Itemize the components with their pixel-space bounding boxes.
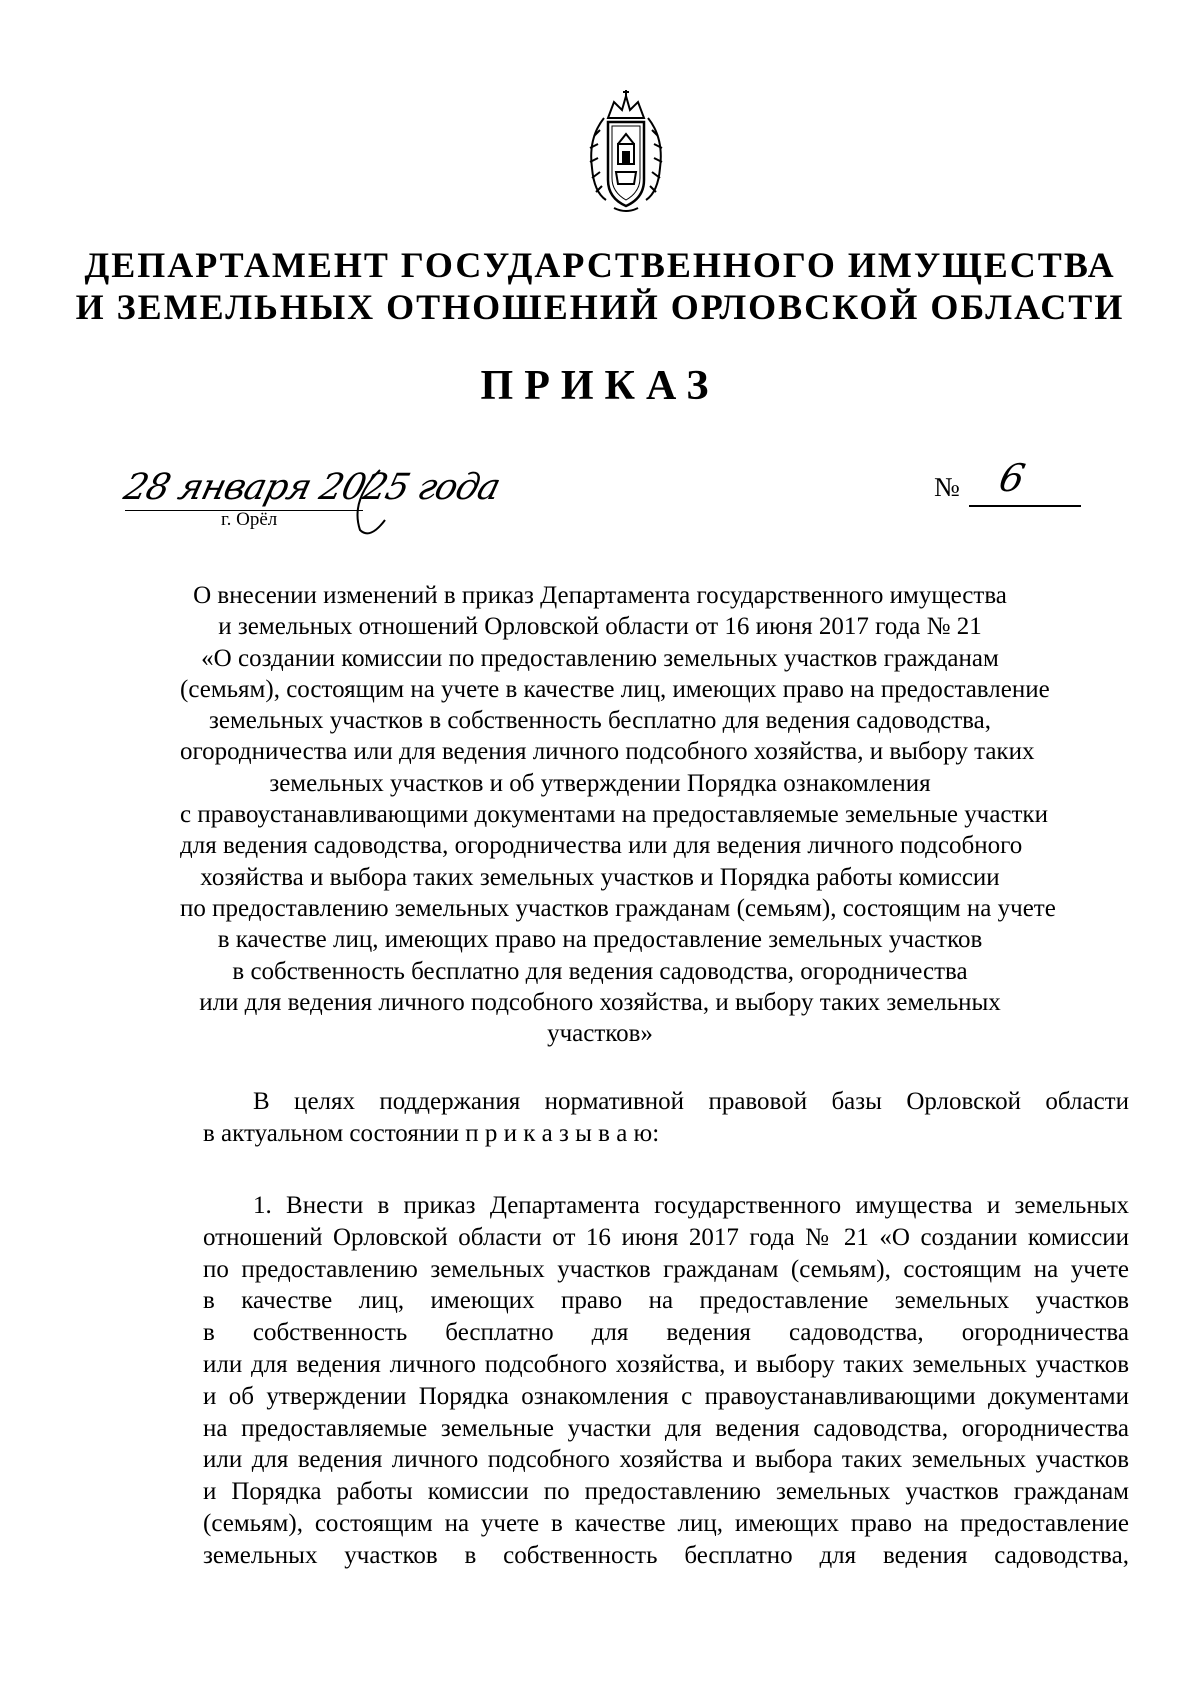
date-flourish-icon [330,460,470,540]
item-1-line: по предоставлению земельных участков гражданам (семьям), состоящим на учете [203,1255,1129,1283]
item-1-line: или для ведения личного подсобного хозяйства, и выбору таких земельных участков [203,1350,1129,1378]
subject-line: земельных участков и об утверждении Порядка ознакомления [269,769,931,797]
subject-line: (семьям), состоящим на учете в качестве лиц, имеющих право на предоставление [180,675,1050,703]
item-1-line: на предоставляемые земельные участки для ведения садоводства, огородничества [203,1414,1129,1442]
subject-line: по предоставлению земельных участков гражданам (семьям), состоящим на учете [180,894,1056,922]
organization-name-line-1: ДЕПАРТАМЕНТ ГОСУДАРСТВЕННОГО ИМУЩЕСТВА [84,245,1116,285]
item-1-line: или для ведения личного подсобного хозяйства и выбора таких земельных участков [203,1446,1129,1474]
preamble-paragraph [203,1086,1129,1150]
preamble-line: в актуальном состоянии п р и к а з ы в а ю: [203,1119,660,1147]
subject-line: огородничества или для ведения личного подсобного хозяйства, и выбору таких [180,738,1035,766]
number-underline [969,505,1081,507]
subject-line: или для ведения личного подсобного хозяйства, и выбору таких земельных [199,988,1001,1016]
subject-line: для ведения садоводства, огородничества или для ведения личного подсобного [180,832,1023,860]
item-1-line: в качестве лиц, имеющих право на предоставление земельных участков [203,1287,1129,1315]
number-label: № [934,472,960,502]
item-1-paragraph [203,1190,1129,1572]
item-1-line: (семьям), состоящим на учете в качестве лиц, имеющих право на предоставление [203,1509,1129,1537]
subject-line: в собственность бесплатно для ведения садоводства, огородничества [232,957,968,985]
organization-name-line-2: И ЗЕМЕЛЬНЫХ ОТНОШЕНИЙ ОРЛОВСКОЙ ОБЛАСТИ [75,287,1125,327]
document-subject [180,580,1056,1049]
item-1-line: 1. Внести в приказ Департамента государственного имущества и земельных [253,1192,1129,1219]
handwritten-number: 6 [995,456,1029,500]
item-1-line: земельных участков в собственность бесплатно для ведения садоводства, [203,1541,1129,1569]
subject-line: участков» [547,1020,653,1048]
preamble-line: В целях поддержания нормативной правовой базы Орловской области [253,1088,1129,1115]
subject-line: в качестве лиц, имеющих право на предоставление земельных участков [217,926,983,954]
handwritten-date: 28 января 2025 года [119,467,504,508]
subject-line: О внесении изменений в приказ Департамента государственного имущества [193,582,1007,609]
item-1-line: и Порядка работы комиссии по предоставлению земельных участков гражданам [203,1478,1129,1506]
document-type-title: ПРИКАЗ [480,363,720,409]
subject-line: и земельных отношений Орловской области от 16 июня 2017 года № 21 [218,613,982,641]
item-1-line: в собственность бесплатно для ведения садоводства, огородничества [203,1319,1129,1347]
coat-of-arms-icon [578,88,674,214]
city-label: г. Орёл [221,509,278,530]
item-1-line: и об утверждении Порядка ознакомления с правоустанавливающими документами [203,1382,1129,1410]
subject-line: хозяйства и выбора таких земельных участков и Порядка работы комиссии [200,863,1000,891]
subject-line: «О создании комиссии по предоставлению земельных участков гражданам [201,644,999,672]
item-1-line: отношений Орловской области от 16 июня 2017 года № 21 «О создании комиссии [203,1223,1129,1251]
subject-line: земельных участков в собственность бесплатно для ведения садоводства, [209,707,991,735]
subject-line: с правоустанавливающими документами на предоставляемые земельные участки [180,801,1048,829]
